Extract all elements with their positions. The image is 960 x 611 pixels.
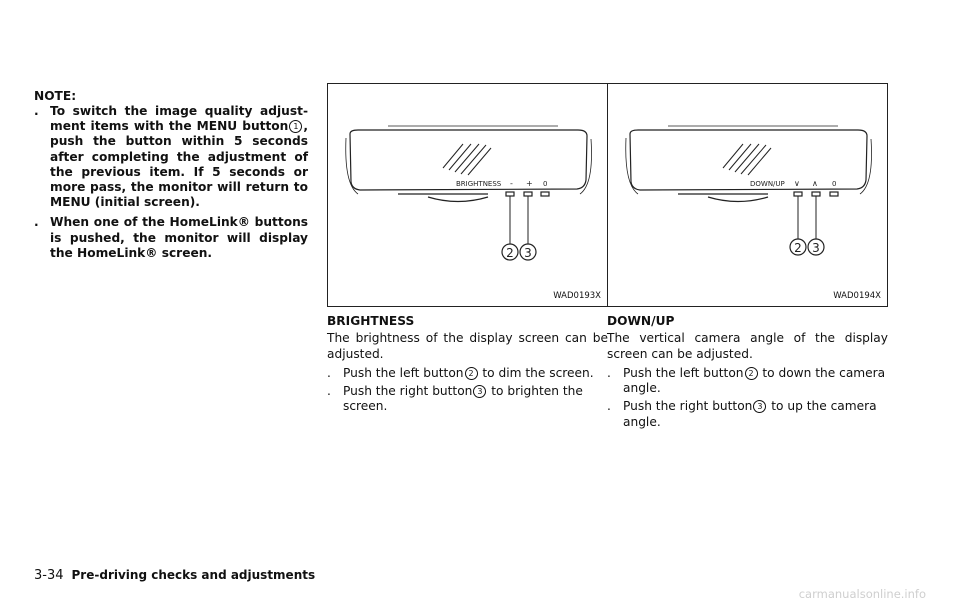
- callout-2-mark: 2: [465, 367, 478, 380]
- figure-brightness: [327, 83, 608, 307]
- note-bullet-1-pre: To switch the image quality adjust-ment items with the MENU button: [50, 104, 308, 134]
- note-bullet-2: [34, 215, 308, 261]
- page-footer: [34, 568, 315, 583]
- bullet-dot: .: [34, 215, 39, 230]
- page-number: 3-34: [34, 568, 64, 583]
- callout-2-mark: 2: [745, 367, 758, 380]
- downup-bullet-1: [607, 366, 888, 396]
- bullet-text-post: to dim the screen.: [482, 366, 594, 380]
- watermark: carmanualsonline.info: [798, 587, 926, 601]
- bullet-text-pre: Push the left button: [343, 366, 464, 380]
- callout-3: 3: [812, 241, 820, 255]
- section-body: The brightness of the display screen can be adjusted.: [327, 331, 608, 361]
- brightness-bullet-2: [327, 384, 608, 414]
- callout-3: 3: [524, 246, 532, 260]
- plus-mark: +: [526, 179, 533, 188]
- up-mark: ∧: [812, 179, 818, 188]
- callout-3-mark: 3: [753, 400, 766, 413]
- note-bullet-1-post: , push the button within 5 seconds after completing the adjustment of the previous item. If 5 seconds or more pass, the monitor will return to MENU (initial screen).: [50, 119, 308, 210]
- mirror-illustration-downup: [608, 84, 889, 308]
- bullet-dot: .: [607, 366, 611, 380]
- zero-mark: 0: [543, 180, 548, 188]
- mirror-label-downup: DOWN/UP: [750, 180, 785, 188]
- bullet-dot: .: [607, 399, 611, 414]
- figure-code: WAD0194X: [833, 291, 881, 301]
- figure-downup: [607, 83, 888, 307]
- bullet-dot: .: [327, 384, 331, 399]
- bullet-dot: .: [327, 366, 331, 380]
- bullet-text-post: to down the camera angle.: [623, 366, 886, 396]
- callout-3-mark: 3: [473, 385, 486, 398]
- section-heading: BRIGHTNESS: [327, 314, 415, 328]
- mirror-label-brightness: BRIGHTNESS: [456, 180, 502, 188]
- brightness-bullet-1: [327, 366, 608, 381]
- mirror-illustration-brightness: [328, 84, 609, 308]
- section-brightness: [327, 313, 608, 418]
- section-body: The vertical camera angle of the display screen can be adjusted.: [607, 331, 888, 361]
- note-bullet-2-text: When one of the HomeLink® buttons is pushed, the monitor will display the HomeLink® screen.: [50, 215, 308, 260]
- note-bullet-1: [34, 104, 308, 210]
- bullet-text-pre: Push the right button: [623, 399, 753, 414]
- bullet-text-post: to brighten the screen.: [343, 384, 583, 414]
- figure-code: WAD0193X: [553, 291, 601, 301]
- callout-2: 2: [506, 246, 514, 260]
- chapter-title: Pre-driving checks and adjustments: [71, 568, 316, 582]
- bullet-text-pre: Push the right button: [343, 384, 473, 399]
- callout-2: 2: [794, 241, 802, 255]
- note-title: NOTE:: [34, 89, 77, 103]
- zero-mark: 0: [832, 180, 837, 188]
- section-heading: DOWN/UP: [607, 314, 675, 328]
- downup-bullet-2: [607, 399, 888, 429]
- bullet-text-post: to up the camera angle.: [623, 399, 877, 429]
- minus-mark: -: [510, 179, 513, 188]
- bullet-dot: .: [34, 104, 39, 118]
- callout-1-mark: 1: [289, 120, 302, 133]
- section-downup: [607, 313, 888, 433]
- bullet-text-pre: Push the left button: [623, 366, 744, 380]
- down-mark: ∨: [794, 179, 800, 188]
- note-bullets: [34, 104, 308, 266]
